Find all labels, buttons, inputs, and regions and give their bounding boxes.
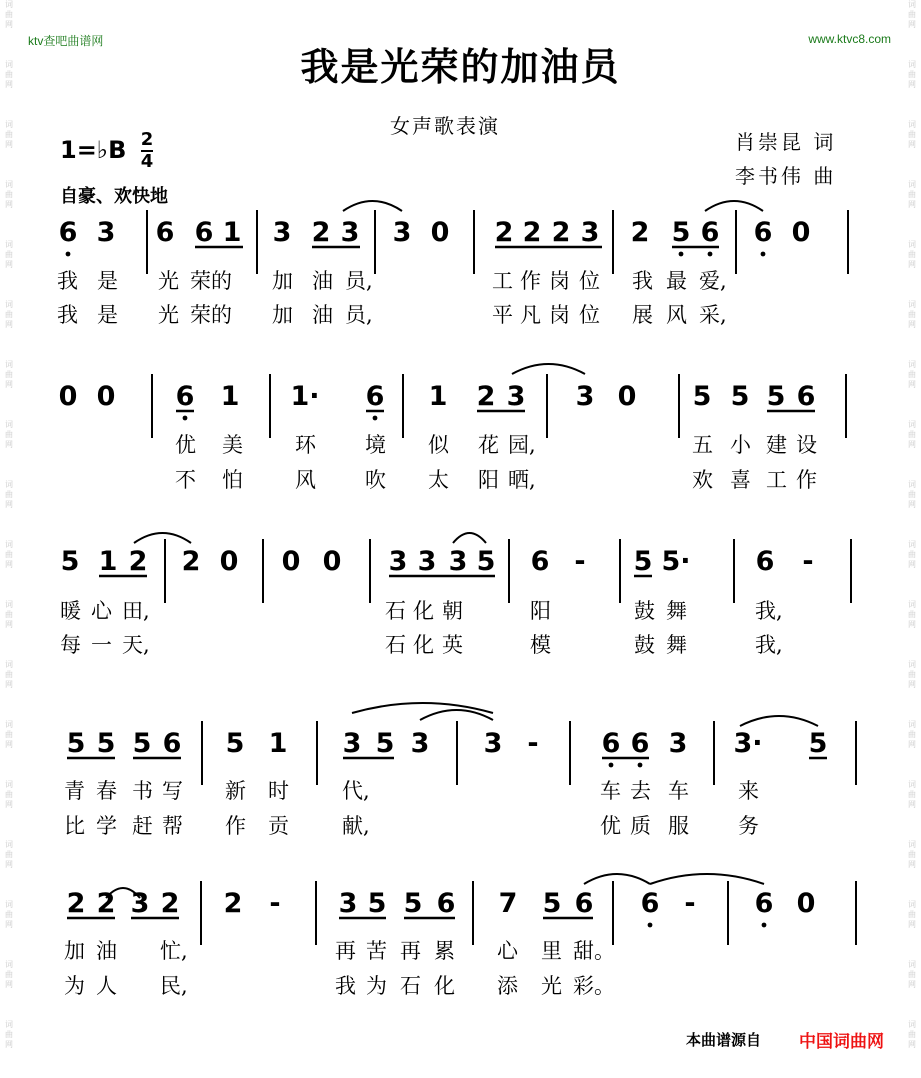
- lyric-verse-2: 模: [530, 633, 551, 657]
- lyric-verse-2: 比: [64, 814, 85, 838]
- lyric-verse-1: 我: [57, 269, 78, 293]
- jianpu-note: 0: [430, 217, 450, 248]
- time-signature-bottom: 4: [140, 151, 154, 172]
- jianpu-note: 3: [388, 546, 408, 577]
- jianpu-note: 3: [340, 217, 360, 248]
- octave-dot: [762, 923, 767, 928]
- jianpu-note: 3·: [733, 728, 763, 759]
- jianpu-note: 5: [476, 546, 496, 577]
- jianpu-note: 3: [417, 546, 437, 577]
- jianpu-note: 3: [272, 217, 292, 248]
- lyric-verse-2: 赶: [132, 814, 153, 838]
- lyric-verse-1: 优: [175, 433, 196, 457]
- jianpu-note: 0: [791, 217, 811, 248]
- lyric-verse-2: 阳: [478, 468, 499, 492]
- lyric-verse-1: 设: [796, 433, 817, 457]
- jianpu-note: 5: [225, 728, 245, 759]
- octave-dot: [648, 923, 653, 928]
- tempo-marking: 自豪、欢快地: [60, 186, 168, 207]
- tie-slur: [650, 874, 764, 884]
- jianpu-note: 2: [522, 217, 542, 248]
- jianpu-note: 1: [98, 546, 118, 577]
- watermark-text: 词 曲 网: [908, 1020, 916, 1049]
- lyric-verse-1: 累: [434, 939, 455, 963]
- lyric-verse-1: 位: [579, 269, 600, 293]
- watermark-text: 词 曲 网: [5, 360, 13, 389]
- lyric-verse-2: 员,: [345, 303, 373, 327]
- lyric-verse-1: 春: [96, 779, 117, 803]
- lyric-verse-2: 帮: [162, 814, 183, 838]
- lyric-verse-1: 建: [766, 433, 787, 457]
- jianpu-note: 0: [96, 381, 116, 412]
- lyric-verse-2: 风: [295, 468, 316, 492]
- watermark-text: 词 曲 网: [5, 1020, 13, 1049]
- lyric-verse-1: 时: [268, 779, 289, 803]
- lyric-verse-1: 五: [692, 433, 713, 457]
- jianpu-note: 6: [755, 546, 775, 577]
- lyric-verse-1: 环: [295, 433, 316, 457]
- watermark-text: 词 曲 网: [5, 180, 13, 209]
- watermark-text: 词 曲 网: [908, 720, 916, 749]
- jianpu-note: -: [574, 546, 586, 577]
- jianpu-note: 3: [448, 546, 468, 577]
- watermark-text: 词 曲 网: [5, 420, 13, 449]
- jianpu-note: 1·: [290, 381, 320, 412]
- watermark-text: 词 曲 网: [5, 600, 13, 629]
- lyric-verse-1: 似: [428, 433, 449, 457]
- key-signature-text: 1=♭B: [60, 136, 127, 164]
- watermark-text: 词 曲 网: [5, 60, 13, 89]
- lyric-verse-1: 舞: [666, 599, 687, 623]
- watermark-text: 词 曲 网: [908, 480, 916, 509]
- lyric-verse-2: 学: [96, 814, 117, 838]
- jianpu-note: 2: [311, 217, 331, 248]
- lyric-verse-2: 为: [366, 974, 387, 998]
- lyric-verse-1: 书: [132, 779, 153, 803]
- lyric-verse-1: 我: [632, 269, 653, 293]
- lyric-verse-1: 化: [413, 599, 434, 623]
- watermark-text: 词 曲 网: [5, 960, 13, 989]
- watermark-text: 词 曲 网: [5, 660, 13, 689]
- tie-slur: [512, 364, 585, 374]
- jianpu-note: 6: [640, 888, 660, 919]
- octave-dot: [679, 252, 684, 257]
- song-subtitle: 女声歌表演: [390, 114, 500, 138]
- jianpu-note: -: [269, 888, 281, 919]
- jianpu-note: 5·: [661, 546, 691, 577]
- jianpu-note: 3: [483, 728, 503, 759]
- jianpu-note: 3: [575, 381, 595, 412]
- lyric-verse-2: 平: [492, 303, 513, 327]
- lyric-verse-2: 展: [632, 303, 653, 327]
- tie-slur: [343, 201, 402, 211]
- lyric-verse-2: 服: [668, 814, 689, 838]
- lyric-verse-2: 一: [91, 633, 112, 657]
- watermark-text: 词 曲 网: [5, 0, 13, 29]
- jianpu-note: 1: [428, 381, 448, 412]
- jianpu-note: 3: [96, 217, 116, 248]
- footer-source-label: 本曲谱源自: [686, 1031, 762, 1049]
- lyric-verse-1: 车: [600, 779, 621, 803]
- lyric-verse-2: 为: [64, 974, 85, 998]
- lyric-verse-2: 民,: [160, 974, 188, 998]
- lyric-verse-2: 吹: [365, 468, 386, 492]
- lyric-verse-1: 鼓: [634, 599, 655, 623]
- lyric-verse-2: 人: [96, 974, 117, 998]
- lyric-verse-2: 我: [57, 303, 78, 327]
- lyric-verse-1: 作: [520, 269, 541, 293]
- jianpu-note: 3: [410, 728, 430, 759]
- lyric-verse-2: 彩。: [573, 974, 615, 998]
- watermark-text: 词 曲 网: [908, 840, 916, 869]
- watermark-text: 词 曲 网: [5, 540, 13, 569]
- lyric-verse-2: 舞: [666, 633, 687, 657]
- jianpu-note: 0: [796, 888, 816, 919]
- lyric-verse-2: 鼓: [634, 633, 655, 657]
- lyric-verse-2: 是: [97, 303, 118, 327]
- watermark-text: 词 曲 网: [5, 720, 13, 749]
- jianpu-note: 0: [322, 546, 342, 577]
- lyric-verse-1: 我,: [755, 599, 783, 623]
- watermark-text: 词 曲 网: [908, 780, 916, 809]
- watermark-text: 词 曲 网: [908, 900, 916, 929]
- jianpu-note: 1: [222, 217, 242, 248]
- lyric-verse-2: 光: [541, 974, 562, 998]
- lyric-verse-1: 来: [738, 779, 759, 803]
- jianpu-note: 2: [630, 217, 650, 248]
- jianpu-note: 5: [367, 888, 387, 919]
- lyric-verse-2: 油: [312, 303, 333, 327]
- jianpu-note: 2: [160, 888, 180, 919]
- jianpu-note: 5: [808, 728, 828, 759]
- lyric-verse-2: 务: [738, 814, 759, 838]
- jianpu-note: 6: [700, 217, 720, 248]
- jianpu-note: 2: [128, 546, 148, 577]
- jianpu-note: 2: [66, 888, 86, 919]
- jianpu-note: 5: [132, 728, 152, 759]
- jianpu-note: 5: [96, 728, 116, 759]
- watermark-text: 词 曲 网: [5, 840, 13, 869]
- watermark-text: 词 曲 网: [5, 780, 13, 809]
- jianpu-note: 5: [375, 728, 395, 759]
- watermark-text: 词 曲 网: [908, 180, 916, 209]
- lyric-verse-1: 代,: [342, 779, 370, 803]
- watermark-text: 词 曲 网: [908, 60, 916, 89]
- lyric-verse-2: 荣的: [190, 303, 232, 327]
- lyric-verse-2: 工: [766, 468, 787, 492]
- time-signature-top: 2: [140, 129, 154, 150]
- jianpu-note: 6: [194, 217, 214, 248]
- jianpu-note: 3: [338, 888, 358, 919]
- lyric-verse-2: 作: [225, 814, 246, 838]
- watermark-text: 词 曲 网: [908, 600, 916, 629]
- watermark-text: 词 曲 网: [908, 0, 916, 29]
- lyric-verse-1: 境: [365, 433, 386, 457]
- lyric-verse-1: 加: [272, 269, 293, 293]
- lyric-verse-1: 车: [668, 779, 689, 803]
- tie-slur: [740, 716, 818, 726]
- lyric-verse-1: 荣的: [190, 269, 232, 293]
- lyric-verse-1: 去: [630, 779, 651, 803]
- watermark-text: 词 曲 网: [908, 420, 916, 449]
- lyric-verse-2: 不: [175, 468, 196, 492]
- jianpu-note: 0: [281, 546, 301, 577]
- watermark-text: 词 曲 网: [5, 480, 13, 509]
- watermark-text: 词 曲 网: [5, 300, 13, 329]
- jianpu-note: 5: [542, 888, 562, 919]
- jianpu-note: 6: [175, 381, 195, 412]
- watermark-text: 词 曲 网: [908, 120, 916, 149]
- lyric-verse-2: 每: [60, 633, 81, 657]
- jianpu-note: 6: [436, 888, 456, 919]
- lyric-verse-2: 添: [497, 974, 518, 998]
- lyric-verse-2: 天,: [122, 633, 150, 657]
- lyric-verse-2: 我,: [755, 633, 783, 657]
- jianpu-note: 6: [630, 728, 650, 759]
- jianpu-note: 1: [220, 381, 240, 412]
- lyric-verse-1: 暖: [60, 599, 81, 623]
- jianpu-note: 5: [66, 728, 86, 759]
- lyric-verse-1: 花: [478, 433, 499, 457]
- jianpu-note: 5: [766, 381, 786, 412]
- lyric-verse-1: 甜。: [573, 939, 615, 963]
- footer-brand[interactable]: 中国词曲网: [799, 1032, 884, 1052]
- lyric-verse-1: 光: [158, 269, 179, 293]
- jianpu-note: 5: [671, 217, 691, 248]
- lyric-verse-2: 凡: [520, 303, 541, 327]
- lyric-verse-2: 加: [272, 303, 293, 327]
- lyric-verse-1: 忙,: [160, 939, 188, 963]
- site-label-left[interactable]: ktv查吧曲谱网: [28, 34, 104, 48]
- jianpu-note: 0: [617, 381, 637, 412]
- jianpu-note: 0: [219, 546, 239, 577]
- lyric-verse-1: 是: [97, 269, 118, 293]
- lyric-verse-1: 心: [91, 599, 112, 623]
- jianpu-note: 2: [494, 217, 514, 248]
- jianpu-note: 5: [403, 888, 423, 919]
- watermark-text: 词 曲 网: [908, 960, 916, 989]
- lyric-verse-1: 员,: [345, 269, 373, 293]
- lyric-verse-1: 里: [541, 939, 562, 963]
- jianpu-note: 3: [342, 728, 362, 759]
- jianpu-note: 6: [58, 217, 78, 248]
- lyric-verse-1: 石: [385, 599, 406, 623]
- lyric-verse-2: 太: [428, 468, 449, 492]
- lyric-verse-1: 岗: [549, 269, 570, 293]
- jianpu-note: 2: [476, 381, 496, 412]
- tie-slur: [420, 710, 493, 720]
- watermark-text: 词 曲 网: [5, 900, 13, 929]
- jianpu-note: -: [684, 888, 696, 919]
- lyricist-credit: 肖崇昆 词: [735, 130, 837, 154]
- lyric-verse-2: 我: [335, 974, 356, 998]
- watermark-text: 词 曲 网: [5, 240, 13, 269]
- lyric-verse-2: 光: [158, 303, 179, 327]
- jianpu-note: 6: [574, 888, 594, 919]
- lyric-verse-1: 朝: [442, 599, 463, 623]
- lyric-verse-2: 岗: [549, 303, 570, 327]
- jianpu-note: 5: [730, 381, 750, 412]
- jianpu-note: 6: [162, 728, 182, 759]
- tie-slur: [705, 201, 763, 211]
- jianpu-note: 3: [506, 381, 526, 412]
- watermark-text: 词 曲 网: [908, 660, 916, 689]
- lyric-verse-1: 爱,: [699, 269, 727, 293]
- lyric-verse-1: 田,: [122, 599, 150, 623]
- lyric-verse-1: 苦: [366, 939, 387, 963]
- lyric-verse-2: 晒,: [508, 468, 536, 492]
- lyric-verse-2: 化: [413, 633, 434, 657]
- lyric-verse-2: 英: [442, 633, 463, 657]
- jianpu-note: 5: [633, 546, 653, 577]
- tie-slur: [584, 874, 650, 884]
- lyric-verse-2: 怕: [222, 468, 243, 492]
- jianpu-note: 3: [580, 217, 600, 248]
- jianpu-note: 3: [130, 888, 150, 919]
- lyric-verse-2: 石: [400, 974, 421, 998]
- tie-slur: [453, 533, 486, 543]
- lyric-verse-2: 采,: [699, 303, 727, 327]
- jianpu-note: 2: [96, 888, 116, 919]
- lyric-verse-1: 心: [497, 939, 518, 963]
- watermark-text: 词 曲 网: [908, 300, 916, 329]
- octave-dot: [708, 252, 713, 257]
- lyric-verse-1: 写: [162, 779, 183, 803]
- jianpu-note: 0: [58, 381, 78, 412]
- lyric-verse-2: 献,: [342, 814, 370, 838]
- octave-dot: [373, 416, 378, 421]
- jianpu-note: 2: [551, 217, 571, 248]
- lyric-verse-1: 加: [64, 939, 85, 963]
- jianpu-note: 7: [498, 888, 518, 919]
- lyric-verse-2: 贡: [268, 814, 289, 838]
- lyric-verse-2: 质: [630, 814, 651, 838]
- jianpu-note: 5: [60, 546, 80, 577]
- song-title: 我是光荣的加油员: [300, 45, 621, 89]
- watermark-text: 词 曲 网: [908, 360, 916, 389]
- lyric-verse-2: 欢: [692, 468, 713, 492]
- lyric-verse-2: 优: [600, 814, 621, 838]
- watermark-text: 词 曲 网: [908, 240, 916, 269]
- octave-dot: [66, 252, 71, 257]
- octave-dot: [761, 252, 766, 257]
- jianpu-note: 6: [753, 217, 773, 248]
- jianpu-note: 5: [692, 381, 712, 412]
- lyric-verse-1: 阳: [530, 599, 551, 623]
- lyric-verse-2: 化: [434, 974, 455, 998]
- jianpu-note: -: [527, 728, 539, 759]
- octave-dot: [183, 416, 188, 421]
- jianpu-note: 6: [754, 888, 774, 919]
- lyric-verse-1: 再: [335, 939, 356, 963]
- lyric-verse-2: 风: [666, 303, 687, 327]
- lyric-verse-2: 作: [796, 468, 817, 492]
- lyric-verse-1: 油: [312, 269, 333, 293]
- lyric-verse-1: 工: [492, 269, 513, 293]
- octave-dot: [609, 763, 614, 768]
- lyric-verse-2: 石: [385, 633, 406, 657]
- lyric-verse-2: 位: [579, 303, 600, 327]
- jianpu-note: 2: [223, 888, 243, 919]
- composer-credit: 李书伟 曲: [735, 164, 837, 188]
- jianpu-note: -: [802, 546, 814, 577]
- lyric-verse-1: 青: [64, 779, 85, 803]
- lyric-verse-1: 新: [225, 779, 246, 803]
- lyric-verse-1: 油: [96, 939, 117, 963]
- jianpu-note: 6: [365, 381, 385, 412]
- jianpu-note: 6: [601, 728, 621, 759]
- lyric-verse-1: 最: [666, 269, 687, 293]
- jianpu-note: 6: [530, 546, 550, 577]
- lyric-verse-1: 园,: [508, 433, 536, 457]
- jianpu-note: 3: [668, 728, 688, 759]
- lyric-verse-2: 喜: [730, 468, 751, 492]
- jianpu-note: 6: [796, 381, 816, 412]
- jianpu-note: 1: [268, 728, 288, 759]
- jianpu-note: 2: [181, 546, 201, 577]
- watermark-text: 词 曲 网: [5, 120, 13, 149]
- tie-slur: [134, 533, 191, 543]
- octave-dot: [638, 763, 643, 768]
- lyric-verse-1: 小: [730, 433, 751, 457]
- watermark-text: 词 曲 网: [908, 540, 916, 569]
- lyric-verse-1: 美: [222, 433, 243, 457]
- jianpu-note: 6: [155, 217, 175, 248]
- lyric-verse-1: 再: [400, 939, 421, 963]
- site-label-right[interactable]: www.ktvc8.com: [808, 32, 891, 46]
- jianpu-note: 3: [392, 217, 412, 248]
